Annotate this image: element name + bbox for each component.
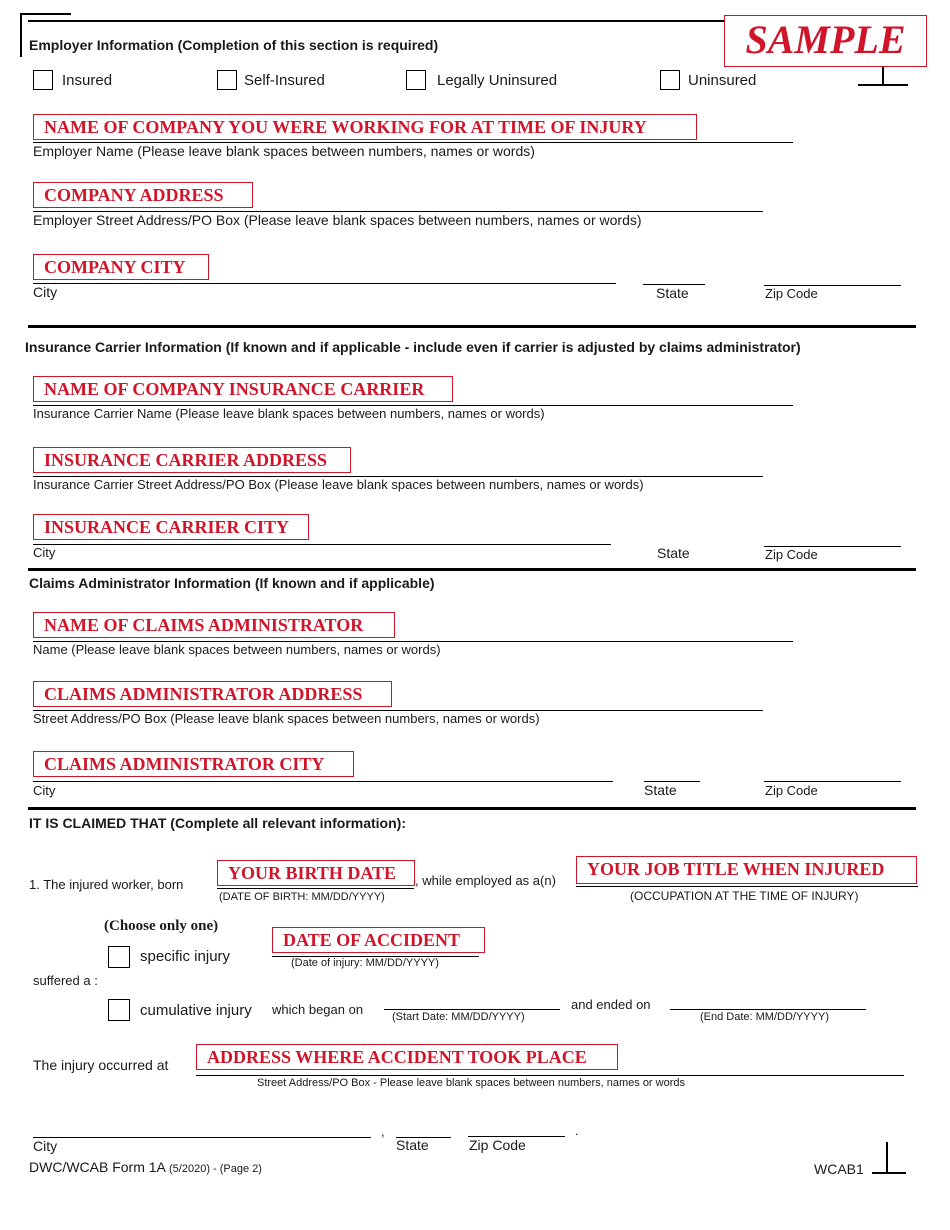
uninsured-label: Uninsured: [688, 72, 757, 89]
comma-text: ,: [381, 1124, 385, 1139]
admin-address-sample: CLAIMS ADMINISTRATOR ADDRESS: [33, 681, 392, 707]
city-line[interactable]: [33, 1137, 371, 1138]
admin-zip-label: Zip Code: [765, 783, 818, 798]
birth-date-line[interactable]: [217, 888, 414, 889]
employer-name-sample: NAME OF COMPANY YOU WERE WORKING FOR AT TIME OF INJURY: [33, 114, 697, 140]
accident-date-sample: DATE OF ACCIDENT: [272, 927, 485, 953]
self-insured-checkbox[interactable]: [217, 70, 237, 90]
employer-city-line[interactable]: [33, 283, 616, 284]
state-label: State: [396, 1137, 429, 1153]
form-id-text: DWC/WCAB Form 1A: [29, 1159, 166, 1175]
carrier-name-sample: NAME OF COMPANY INSURANCE CARRIER: [33, 376, 453, 402]
employer-city-sample: COMPANY CITY: [33, 254, 209, 280]
birth-date-sample: YOUR BIRTH DATE: [217, 860, 415, 886]
employer-address-label: Employer Street Address/PO Box (Please leave blank spaces between numbers, names or words): [33, 212, 642, 228]
specific-injury-label: specific injury: [140, 948, 231, 965]
period-text: .: [575, 1123, 579, 1138]
job-title-sample: YOUR JOB TITLE WHEN INJURED: [576, 856, 917, 884]
admin-address-label: Street Address/PO Box (Please leave blank spaces between numbers, names or words): [33, 711, 540, 726]
carrier-city-sample: INSURANCE CARRIER CITY: [33, 514, 309, 540]
injury-date-label: (Date of injury: MM/DD/YYYY): [291, 957, 439, 969]
began-on-text: which began on: [272, 1002, 364, 1017]
corner-mark: [872, 1172, 906, 1174]
carrier-zip-label: Zip Code: [765, 547, 818, 562]
carrier-city-line[interactable]: [33, 544, 611, 545]
employed-as-text: , while employed as a(n): [415, 873, 556, 888]
carrier-heading: Insurance Carrier Information (If known and if applicable - include even if carrier is adjusted by claims administrator): [25, 339, 801, 355]
legally-uninsured-label: Legally Uninsured: [437, 72, 558, 89]
legally-uninsured-checkbox[interactable]: [406, 70, 426, 90]
birth-date-label: (DATE OF BIRTH: MM/DD/YYYY): [219, 891, 385, 903]
start-date-label: (Start Date: MM/DD/YYYY): [392, 1011, 525, 1023]
ended-on-text: and ended on: [571, 997, 651, 1012]
section-divider: [28, 807, 916, 810]
choose-one-text: (Choose only one): [104, 918, 219, 934]
location-line[interactable]: [196, 1075, 904, 1076]
job-title-label: (OCCUPATION AT THE TIME OF INJURY): [630, 889, 859, 903]
corner-mark: [20, 13, 71, 15]
suffered-text: suffered a :: [33, 973, 98, 988]
claim-heading: IT IS CLAIMED THAT (Complete all relevant information):: [29, 815, 406, 831]
uninsured-checkbox[interactable]: [660, 70, 680, 90]
specific-injury-checkbox[interactable]: [108, 946, 130, 968]
carrier-city-label: City: [33, 545, 56, 560]
admin-name-label: Name (Please leave blank spaces between numbers, names or words): [33, 642, 441, 657]
admin-city-label: City: [33, 783, 56, 798]
insured-label: Insured: [62, 72, 113, 89]
location-sample: ADDRESS WHERE ACCIDENT TOOK PLACE: [196, 1044, 618, 1070]
section-divider: [28, 325, 916, 328]
job-title-line[interactable]: [576, 886, 918, 887]
form-meta: (5/2020) - (Page 2): [169, 1163, 262, 1175]
corner-mark: [20, 13, 22, 57]
employer-address-sample: COMPANY ADDRESS: [33, 182, 253, 208]
section-divider: [28, 568, 916, 571]
employer-city-label: City: [33, 284, 58, 300]
self-insured-label: Self-Insured: [244, 72, 325, 89]
admin-name-sample: NAME OF CLAIMS ADMINISTRATOR: [33, 612, 395, 638]
occurred-at-text: The injury occurred at: [33, 1057, 169, 1073]
corner-mark: [858, 84, 908, 86]
start-date-line[interactable]: [384, 1009, 560, 1010]
admin-heading: Claims Administrator Information (If known and if applicable): [29, 575, 435, 591]
end-date-line[interactable]: [670, 1009, 866, 1010]
location-label: Street Address/PO Box - Please leave blank spaces between numbers, names or words: [257, 1077, 685, 1089]
city-label: City: [33, 1138, 58, 1154]
form-id: [29, 1159, 262, 1175]
form-code: WCAB1: [814, 1161, 864, 1177]
admin-zip-line[interactable]: [764, 781, 901, 782]
corner-mark: [886, 1142, 888, 1173]
employer-state-label: State: [656, 285, 689, 301]
admin-state-label: State: [644, 782, 677, 798]
carrier-state-label: State: [657, 545, 690, 561]
insured-checkbox[interactable]: [33, 70, 53, 90]
carrier-address-sample: INSURANCE CARRIER ADDRESS: [33, 447, 351, 473]
employer-heading: Employer Information (Completion of this section is required): [29, 37, 439, 53]
top-border: [28, 20, 728, 22]
cumulative-injury-checkbox[interactable]: [108, 999, 130, 1021]
admin-city-sample: CLAIMS ADMINISTRATOR CITY: [33, 751, 354, 777]
employer-zip-label: Zip Code: [765, 286, 818, 301]
admin-city-line[interactable]: [33, 781, 613, 782]
claim-line1-prefix: 1. The injured worker, born: [29, 877, 184, 892]
employer-name-label: Employer Name (Please leave blank spaces between numbers, names or words): [33, 143, 535, 159]
carrier-name-label: Insurance Carrier Name (Please leave blank spaces between numbers, names or words): [33, 406, 545, 421]
sample-stamp: SAMPLE: [724, 15, 927, 67]
zip-label: Zip Code: [469, 1137, 526, 1153]
cumulative-injury-label: cumulative injury: [140, 1002, 252, 1019]
end-date-label: (End Date: MM/DD/YYYY): [700, 1011, 829, 1023]
carrier-address-label: Insurance Carrier Street Address/PO Box (Please leave blank spaces between numbers, names or words): [33, 477, 644, 492]
